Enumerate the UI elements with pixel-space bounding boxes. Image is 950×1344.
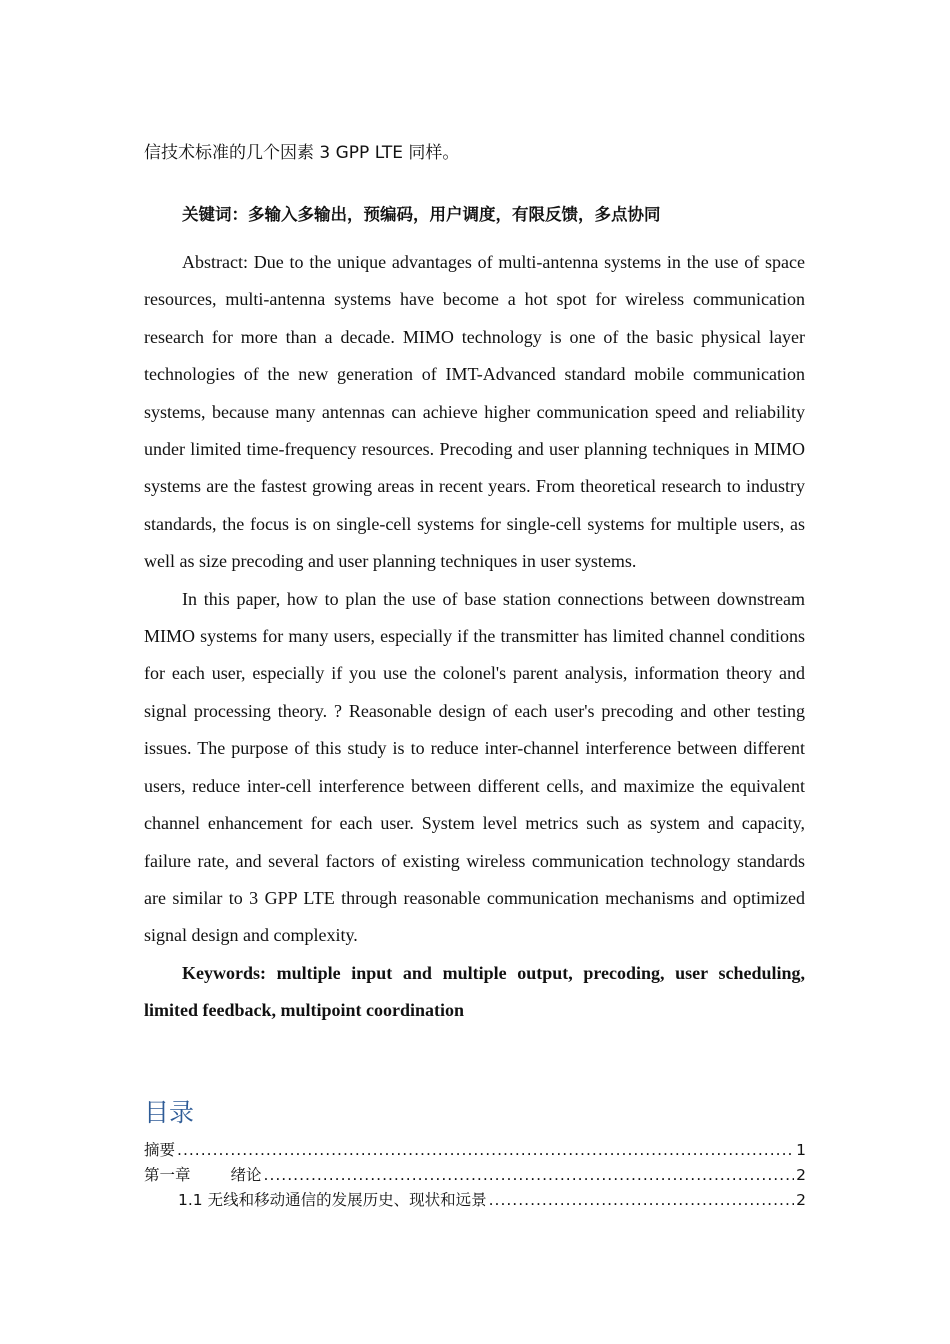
toc-entry-label-2: 绪论: [230, 1166, 262, 1184]
english-abstract: [144, 244, 805, 1030]
english-keywords: Keywords: multiple input and multiple output, precoding, user scheduling, limited feedback, multipoint coordination: [144, 962, 805, 1021]
abstract-paragraph-1: Abstract: Due to the unique advantages of multi-antenna systems in the use of space resources, multi-antenna systems have become a hot spot for wireless communication research for more than a decade. MIMO technology is one of the basic physical layer technologies of the new generation of IMT-Advanced standard mobile communication systems, because many antennas can achieve higher communication speed and reliability under limited time-frequency resources. Precoding and user planning techniques in MIMO systems are the fastest growing areas in recent years. From theoretical research to industry standards, the focus is on single-cell systems for single-cell systems for multiple users, as well as size precoding and user planning techniques in user systems.: [144, 252, 805, 572]
toc-entry-label: 1.1 无线和移动通信的发展历史、现状和远景: [178, 1191, 487, 1209]
toc-entry-page: 1: [796, 1141, 806, 1159]
toc-entry-page: 2: [796, 1166, 806, 1184]
toc-entry[interactable]: [144, 1188, 806, 1213]
toc-entry[interactable]: [144, 1138, 806, 1163]
toc-leader-dots: [264, 1163, 795, 1188]
toc-title: 目录: [144, 1098, 195, 1127]
continued-chinese-text: 信技术标准的几个因素 3 GPP LTE 同样。: [144, 143, 460, 163]
toc-entry-label: 摘要: [144, 1141, 176, 1159]
toc-leader-dots: [177, 1138, 794, 1163]
table-of-contents: [144, 1138, 806, 1213]
toc-entry-page: 2: [796, 1191, 806, 1209]
chinese-keywords: 关键词：多输入多输出，预编码，用户调度，有限反馈，多点协同: [182, 205, 661, 224]
abstract-paragraph-2: In this paper, how to plan the use of base station connections between downstream MIMO systems for many users, especially if the transmitter has limited channel conditions for each user, especially if you use the colonel's parent analysis, information theory and signal processing theory. ? Reasonable design of each user's precoding and other testing issues. The purpose of this study is to reduce inter-channel interference between different users, reduce inter-cell interference between different cells, and maximize the equivalent channel enhancement for each user. System level metrics such as system and capacity, failure rate, and several factors of existing wireless communication technology standards are similar to 3 GPP LTE through reasonable communication mechanisms and optimized signal design and complexity.: [144, 588, 805, 946]
toc-leader-dots: [489, 1188, 795, 1213]
toc-entry[interactable]: [144, 1163, 806, 1188]
toc-entry-label: 第一章: [144, 1166, 191, 1184]
